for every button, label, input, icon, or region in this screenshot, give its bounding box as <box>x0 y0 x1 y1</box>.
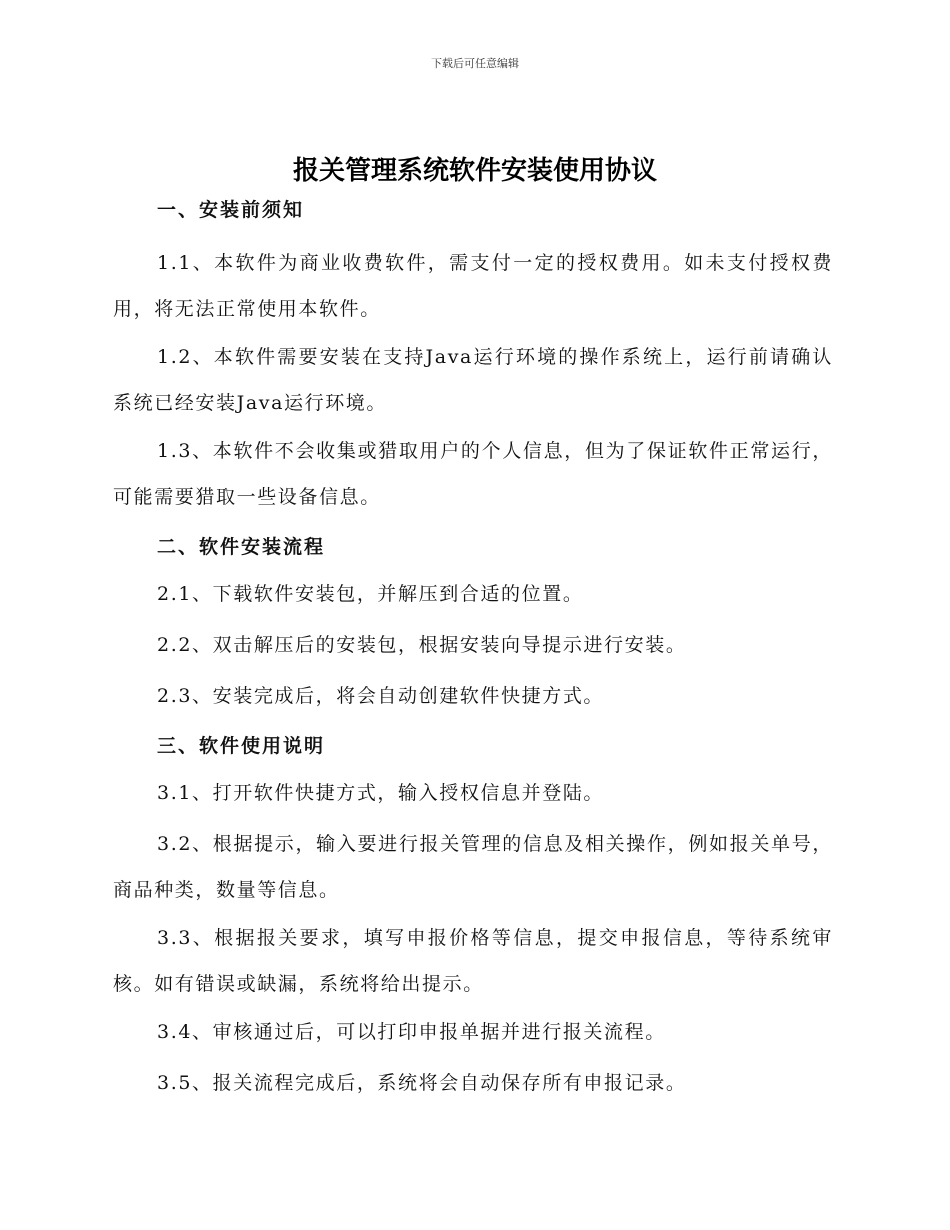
header-note: 下载后可任意编辑 <box>431 57 519 70</box>
document-body <box>113 195 833 1106</box>
paragraph-1-3: 1.3、本软件不会收集或猎取用户的个人信息，但为了保证软件正常运行，可能需要猎取一些设备信息。 <box>113 440 833 508</box>
paragraph-3-4: 3.4、审核通过后，可以打印申报单据并进行报关流程。 <box>157 1021 666 1043</box>
paragraph-2-2: 2.2、双击解压后的安装包，根据安装向导提示进行安装。 <box>157 634 687 656</box>
paragraph-3-5: 3.5、报关流程完成后，系统将会自动保存所有申报记录。 <box>157 1072 687 1094</box>
paragraph-2-1: 2.1、下载软件安装包，并解压到合适的位置。 <box>157 583 584 605</box>
paragraph-1-1: 1.1、本软件为商业收费软件，需支付一定的授权费用。如未支付授权费用，将无法正常使用本软件。 <box>113 252 833 320</box>
paragraph-3-2: 3.2、根据提示，输入要进行报关管理的信息及相关操作，例如报关单号，商品种类，数量等信息。 <box>113 833 833 901</box>
paragraph-2-3: 2.3、安装完成后，将会自动创建软件快捷方式。 <box>157 685 605 707</box>
paragraph-3-1: 3.1、打开软件快捷方式，输入授权信息并登陆。 <box>157 782 605 804</box>
section-heading-2: 二、软件安装流程 <box>157 536 326 558</box>
document-title: 报关管理系统软件安装使用协议 <box>292 156 657 186</box>
section-heading-1: 一、安装前须知 <box>157 199 305 221</box>
section-heading-3: 三、软件使用说明 <box>157 735 326 757</box>
paragraph-3-3: 3.3、根据报关要求，填写申报价格等信息，提交申报信息，等待系统审核。如有错误或缺漏，系统将给出提示。 <box>113 927 833 995</box>
paragraph-1-2: 1.2、本软件需要安装在支持Java运行环境的操作系统上，运行前请确认系统已经安装Java运行环境。 <box>113 346 833 414</box>
